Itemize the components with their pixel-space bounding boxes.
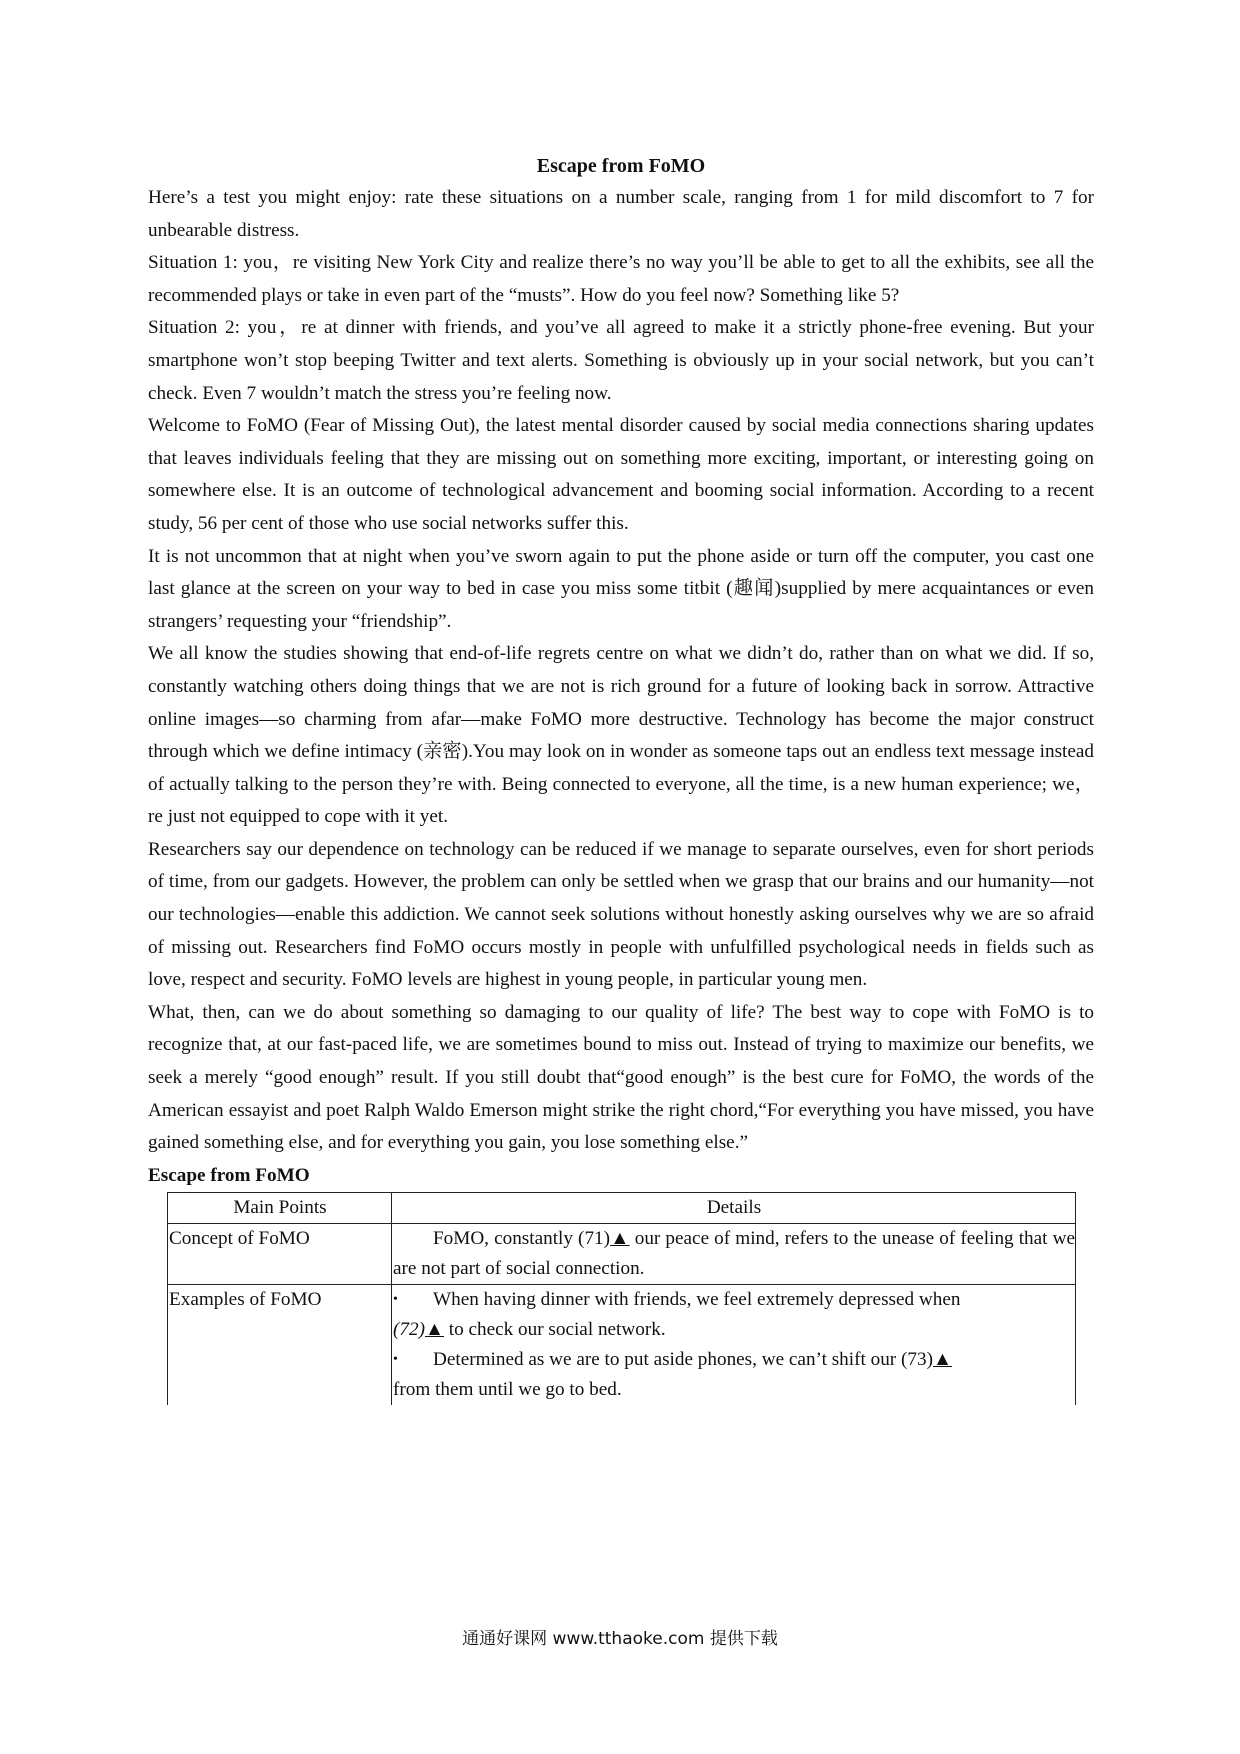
paragraph-night: It is not uncommon that at night when you’ve sworn again to put the phone aside or turn off the computer, you cast one last glance at the screen on your way to bed in case you miss some titbit (趣闻)supplied by mere acquaintances or even strangers’ requesting your “friendship”. xyxy=(148,545,1094,632)
paragraph-welcome: Welcome to FoMO (Fear of Missing Out), the latest mental disorder caused by social media connections sharing updates that leaves individuals feeling that they are missing out on something more exciting, important, or interesting going on somewhere else. It is an outcome of technological advancement and booming social information. According to a recent study, 56 per cent of those who use social networks suffer this. xyxy=(148,415,1094,534)
bullet-continuation xyxy=(393,1315,1075,1345)
page-footer: 通通好课网 www.tthaoke.com 提供下载 xyxy=(462,1629,778,1649)
page-title: Escape from FoMO xyxy=(536,155,706,177)
detail-text: our peace of mind, refers to the unease of feeling that we are not part of social connection. xyxy=(393,1227,1075,1279)
bullet-icon: • xyxy=(393,1351,398,1367)
row-point-examples: Examples of FoMO xyxy=(168,1284,392,1405)
header-main-points: Main Points xyxy=(168,1192,392,1223)
table-row xyxy=(168,1223,1076,1284)
row-point-concept: Concept of FoMO xyxy=(168,1223,392,1284)
table-row xyxy=(168,1284,1076,1405)
paragraph-situation-1: Situation 1: you，re visiting New York City and realize there’s no way you’ll be able to get to all the exhibits, see all the recommended plays or take in even part of the “musts”. How do you feel now? Something like 5? xyxy=(148,252,1094,306)
bullet-text: When having dinner with friends, we feel extremely depressed when xyxy=(433,1288,961,1310)
list-item xyxy=(393,1345,1075,1375)
bullet-text: to check our social network. xyxy=(443,1318,666,1340)
paragraph-situation-2: Situation 2: you，re at dinner with friends, and you’ve all agreed to make it a strictly phone-free evening. But your smartphone won’t stop beeping Twitter and text alerts. Something is obviously up in your social network, but you can’t check. Even 7 wouldn’t match the stress you’re feeling now. xyxy=(148,317,1094,404)
row-detail-concept xyxy=(392,1223,1076,1284)
bullet-icon: • xyxy=(393,1291,398,1307)
table-header-row xyxy=(168,1192,1076,1223)
paragraph-regrets: We all know the studies showing that end-of-life regrets centre on what we didn’t do, rather than on what we did. If so, constantly watching others doing things that we are not is rich ground for a future of looking back in sorrow. Attractive online images—so charming from afar—make FoMO more destructive. Technology has become the major construct through which we define intimacy (亲密).You may look on in wonder as someone taps out an endless text message instead of actually talking to the person they’re with. Being connected to everyone, all the time, is a new human experience; we，re just not equipped to cope with it yet. xyxy=(148,643,1094,828)
blank-number-72: (72) xyxy=(393,1318,425,1340)
paragraph-researchers: Researchers say our dependence on technology can be reduced if we manage to separate ourselves, even for short periods of time, from our gadgets. However, the problem can only be settled when we grasp that our brains and our humanity—not our technologies—enable this addiction. We cannot seek solutions without honestly asking ourselves why we are so afraid of missing out. Researchers find FoMO occurs mostly in people with unfulfilled psychological needs in fields such as love, respect and security. FoMO levels are highest in young people, in particular young men. xyxy=(148,838,1094,991)
answer-blank-72[interactable]: ▲ xyxy=(424,1318,444,1340)
table-title: Escape from FoMO xyxy=(148,1164,310,1186)
summary-table xyxy=(167,1192,1076,1405)
answer-blank-71[interactable]: ▲ xyxy=(610,1227,630,1249)
paragraph-intro: Here’s a test you might enjoy: rate these situations on a number scale, ranging from 1 for mild discomfort to 7 for unbearable distress. xyxy=(148,187,1094,241)
header-details: Details xyxy=(392,1192,1076,1223)
row-detail-examples xyxy=(392,1284,1076,1405)
paragraph-conclusion: What, then, can we do about something so damaging to our quality of life? The best way to cope with FoMO is to recognize that, at our fast-paced life, we are sometimes bound to miss out. Instead of trying to maximize our benefits, we seek a merely “good enough” result. If you still doubt that“good enough” is the best cure for FoMO, the words of the American essayist and poet Ralph Waldo Emerson might strike the right chord,“For everything you have missed, you have gained something else, and for everything you gain, you lose something else.” xyxy=(148,1001,1094,1154)
document-page xyxy=(148,150,1094,1405)
detail-text: FoMO, constantly (71) xyxy=(433,1227,611,1249)
list-item xyxy=(393,1285,1075,1315)
bullet-continuation: from them until we go to bed. xyxy=(393,1378,622,1400)
answer-blank-73[interactable]: ▲ xyxy=(932,1348,952,1370)
bullet-text: Determined as we are to put aside phones, we can’t shift our (73) xyxy=(433,1348,933,1370)
bullet-line xyxy=(433,1345,1075,1375)
